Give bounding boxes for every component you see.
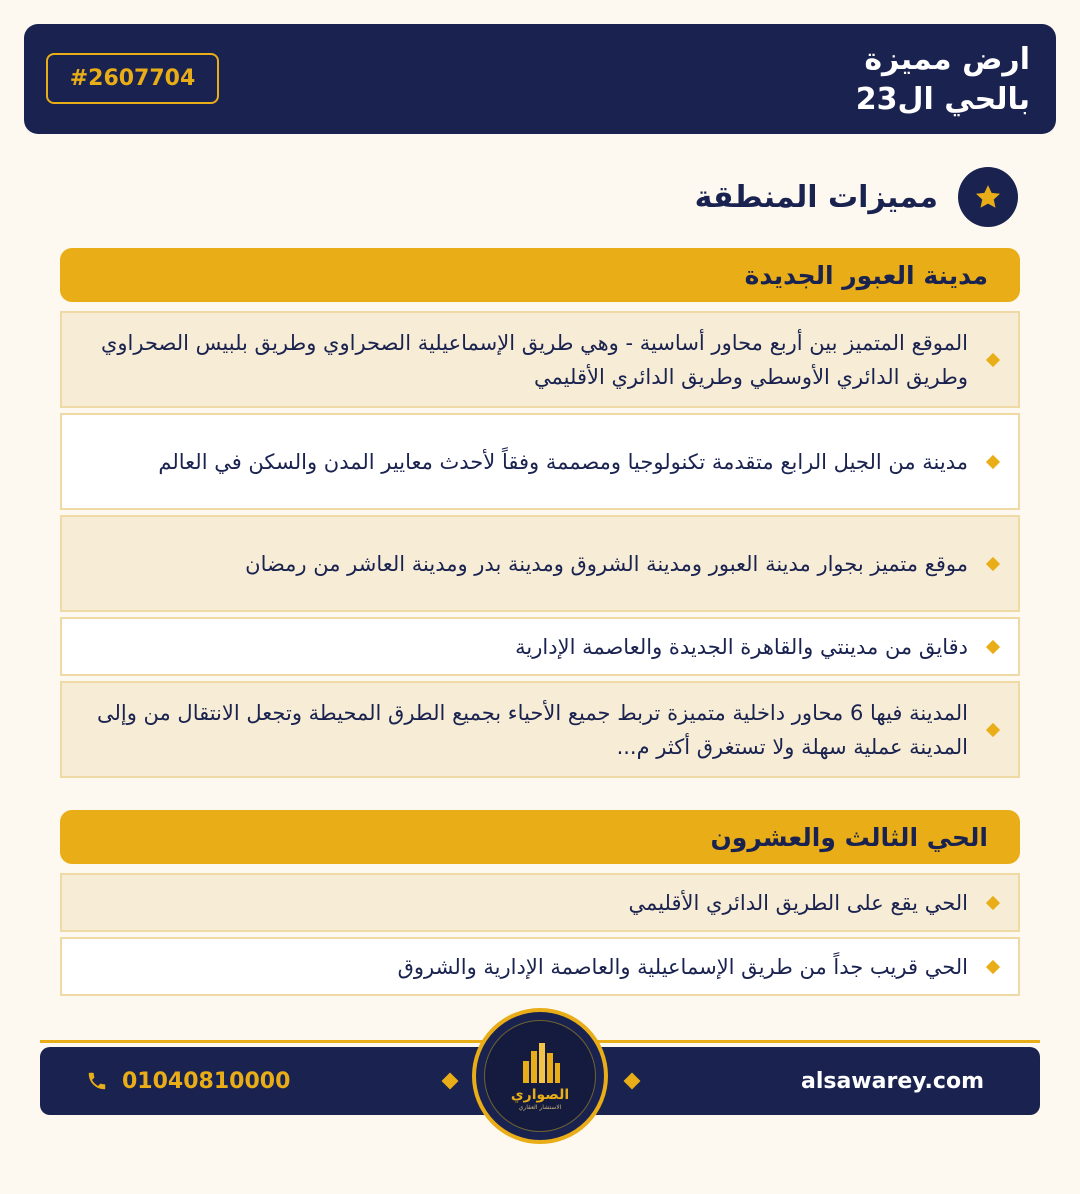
list-item-text: المدينة فيها 6 محاور داخلية متميزة تربط جميع الأحياء بجميع الطرق المحيطة وتجعل الانتقال من وإلى المدينة عملية سهلة ولا تستغرق أكثر م... bbox=[96, 700, 968, 759]
diamond-bullet-icon bbox=[986, 352, 1000, 366]
list-item-text: الحي قريب جداً من طريق الإسماعيلية والعاصمة الإدارية والشروق bbox=[397, 954, 968, 979]
list-item bbox=[60, 681, 1020, 778]
listing-title bbox=[856, 40, 1030, 120]
list-item-text: موقع متميز بجوار مدينة العبور ومدينة الشروق ومدينة بدر ومدينة العاشر من رمضان bbox=[245, 551, 968, 576]
header-banner bbox=[24, 24, 1056, 134]
diamond-bullet-icon bbox=[986, 895, 1000, 909]
list-item-text: الحي يقع على الطريق الدائري الأقليمي bbox=[628, 890, 968, 915]
list-item bbox=[60, 937, 1020, 996]
brand-logo-inner bbox=[484, 1020, 596, 1132]
diamond-ornament-icon bbox=[442, 1073, 459, 1090]
diamond-bullet-icon bbox=[986, 639, 1000, 653]
star-icon bbox=[958, 167, 1018, 227]
diamond-bullet-icon bbox=[986, 454, 1000, 468]
list-item-text: مدينة من الجيل الرابع متقدمة تكنولوجيا ومصممة وفقاً لأحدث معايير المدن والسكن في العالم bbox=[158, 449, 968, 474]
diamond-ornament-icon bbox=[624, 1073, 641, 1090]
list-item-text: الموقع المتميز بين أربع محاور أساسية - وهي طريق الإسماعيلية الصحراوي وطريق بلبيس الصحراوي وطريق الدائري الأوسطي وطريق الدائري الأقليمي bbox=[100, 330, 968, 389]
diamond-bullet-icon bbox=[986, 722, 1000, 736]
phone-contact[interactable] bbox=[86, 1047, 290, 1115]
list-item bbox=[60, 311, 1020, 408]
brand-logo bbox=[472, 1008, 608, 1144]
listing-title-line1: ارض مميزة bbox=[864, 42, 1030, 77]
section-title: مميزات المنطقة bbox=[694, 179, 938, 215]
list-item bbox=[60, 617, 1020, 676]
brand-tagline: الاستشار العقاري bbox=[518, 1103, 562, 1111]
list-item bbox=[60, 873, 1020, 932]
phone-icon bbox=[86, 1070, 108, 1092]
list-item bbox=[60, 515, 1020, 612]
diamond-bullet-icon bbox=[986, 556, 1000, 570]
reference-code-badge: #2607704 bbox=[46, 53, 219, 104]
list-item-text: دقايق من مدينتي والقاهرة الجديدة والعاصمة الإدارية bbox=[515, 634, 968, 659]
section-heading bbox=[695, 166, 1018, 228]
phone-number: 01040810000 bbox=[122, 1068, 291, 1094]
buildings-icon bbox=[517, 1041, 563, 1085]
diamond-bullet-icon bbox=[986, 959, 1000, 973]
category-bar-obour: مدينة العبور الجديدة bbox=[60, 248, 1020, 302]
brand-name: الصواري bbox=[510, 1086, 570, 1103]
listing-title-line2: بالحي ال23 bbox=[855, 82, 1030, 117]
list-item bbox=[60, 413, 1020, 510]
website-link[interactable]: alsawarey.com bbox=[800, 1068, 984, 1094]
category-bar-district-23: الحي الثالث والعشرون bbox=[60, 810, 1020, 864]
